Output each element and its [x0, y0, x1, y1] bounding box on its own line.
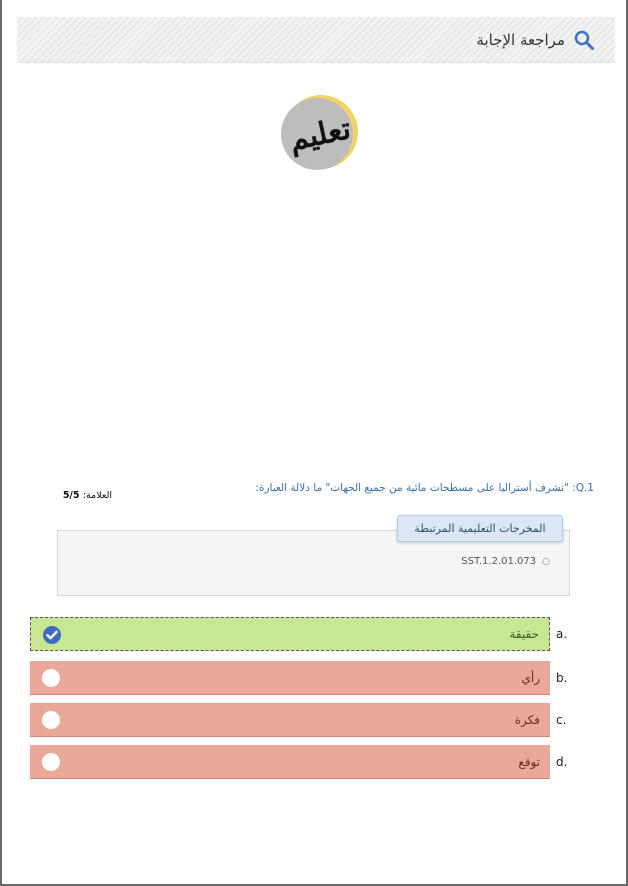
grade-label: العلامة:	[82, 490, 112, 501]
question-text: Q.1: "تشرف أستراليا على مسطحات مائية من جميع الجهات" ما دلالة العبارة:	[255, 482, 594, 494]
option-a[interactable]	[30, 617, 550, 651]
option-d-text: توقع	[518, 754, 540, 769]
option-c-letter: c.	[556, 713, 567, 727]
radio-icon	[42, 753, 60, 771]
related-outcomes-button[interactable]: المخرجات التعليمية المرتبطة	[397, 515, 563, 542]
grade	[40, 490, 112, 501]
option-a-letter: a.	[556, 627, 568, 641]
outcome-code: ○SST.1.2.01.073	[461, 556, 550, 567]
option-d-letter: d.	[556, 755, 568, 769]
svg-text:تعليم: تعليم	[286, 111, 354, 159]
grade-value: 5/5	[62, 490, 80, 501]
review-header	[17, 17, 615, 63]
radio-icon	[42, 669, 60, 687]
search-icon[interactable]	[573, 29, 595, 51]
option-c[interactable]	[30, 703, 550, 737]
check-icon	[43, 626, 61, 644]
page-title: مراجعة الإجابة	[476, 30, 565, 49]
option-a-text: حقيقة	[509, 627, 539, 641]
bullet-icon: ○	[542, 557, 550, 567]
option-d[interactable]	[30, 745, 550, 779]
option-b-letter: b.	[556, 671, 568, 685]
option-b-text: رأي	[521, 670, 540, 685]
option-b[interactable]	[30, 661, 550, 695]
option-c-text: فكرة	[514, 712, 540, 727]
radio-icon	[42, 711, 60, 729]
taaleem-logo	[272, 88, 362, 180]
